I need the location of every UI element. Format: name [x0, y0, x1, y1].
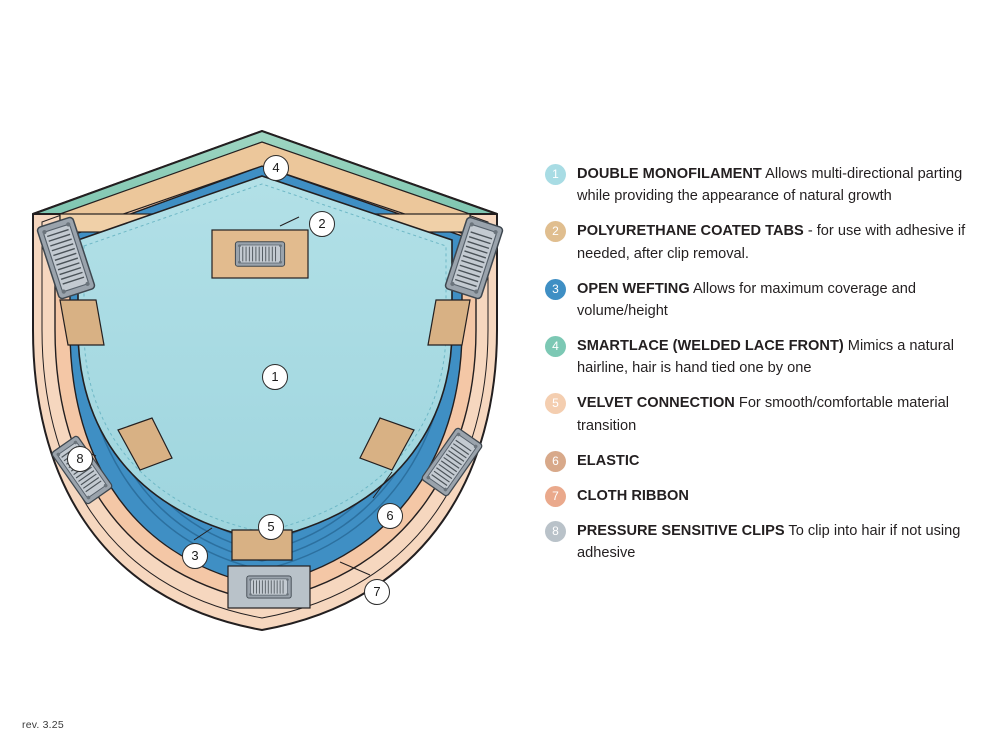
diagram-callout-4[interactable]: 4 [263, 155, 289, 181]
legend-item-1 [545, 163, 975, 207]
diagram-callout-7[interactable]: 7 [364, 579, 390, 605]
legend-item-6 [545, 450, 975, 472]
legend-text-4 [577, 335, 972, 379]
legend-desc-2: - for use with adhesive if needed, after clip removal. [577, 223, 966, 262]
legend-text-2 [577, 220, 972, 264]
legend-term-4: SMARTLACE (WELDED LACE FRONT) [577, 338, 844, 355]
legend-text-8 [577, 520, 972, 564]
legend-desc-3: Allows for maximum coverage and volume/height [577, 280, 916, 319]
legend-badge-3: 3 [545, 279, 566, 300]
clip-top-center [212, 230, 308, 278]
legend-term-7: CLOTH RIBBON [577, 487, 689, 504]
legend-desc-1: Allows multi-directional parting while providing the appearance of natural growth [577, 166, 963, 205]
legend-term-5: VELVET CONNECTION [577, 395, 735, 412]
diagram-callout-5[interactable]: 5 [258, 514, 284, 540]
legend-item-4 [545, 335, 975, 379]
legend-text-5 [577, 392, 972, 436]
legend-badge-2: 2 [545, 221, 566, 242]
legend-badge-7: 7 [545, 486, 566, 507]
diagram-callout-2[interactable]: 2 [309, 211, 335, 237]
legend-desc-4: Mimics a natural hairline, hair is hand tied one by one [577, 338, 955, 377]
legend-badge-8: 8 [545, 521, 566, 542]
diagram-callout-3[interactable]: 3 [182, 543, 208, 569]
legend-desc-5: For smooth/comfortable material transition [577, 395, 949, 434]
legend-desc-8: To clip into hair if not using adhesive [577, 523, 961, 562]
legend-text-1 [577, 163, 972, 207]
diagram-callout-6[interactable]: 6 [377, 503, 403, 529]
legend-term-1: DOUBLE MONOFILAMENT [577, 166, 762, 182]
legend-item-7 [545, 485, 975, 507]
legend-term-2: POLYURETHANE COATED TABS [577, 223, 804, 240]
legend-badge-5: 5 [545, 393, 566, 414]
legend-badge-1: 1 [545, 164, 566, 185]
legend-term-6: ELASTIC [577, 452, 640, 469]
legend-item-8 [545, 520, 975, 564]
legend-term-3: OPEN WEFTING [577, 280, 690, 297]
legend-item-5 [545, 392, 975, 436]
legend-text-7 [577, 485, 689, 507]
legend-list [545, 163, 975, 577]
legend-item-3 [545, 278, 975, 322]
legend-badge-6: 6 [545, 451, 566, 472]
legend-item-2 [545, 220, 975, 264]
diagram-callout-1[interactable]: 1 [262, 364, 288, 390]
legend-text-6 [577, 450, 639, 472]
diagram-callout-8[interactable]: 8 [67, 446, 93, 472]
clip-bottom-center [228, 566, 310, 608]
revision-note: rev. 3.25 [22, 719, 64, 731]
legend-badge-4: 4 [545, 336, 566, 357]
legend-term-8: PRESSURE SENSITIVE CLIPS [577, 523, 785, 540]
legend-text-3 [577, 278, 972, 322]
